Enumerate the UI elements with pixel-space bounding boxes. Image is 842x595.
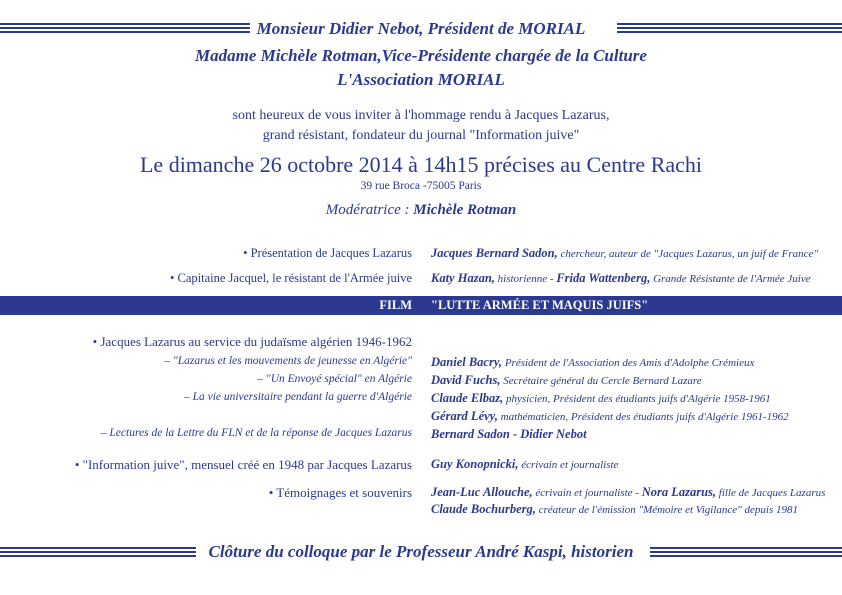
speaker-desc: fille de Jacques Lazarus	[716, 487, 826, 499]
topic-capitaine: • Capitaine Jacquel, le résistant de l'Armée juive	[170, 271, 412, 285]
speaker-name: Jacques Bernard Sadon,	[431, 246, 558, 260]
subtopic-universitaire: – La vie universitaire pendant la guerre d'Algérie	[183, 391, 412, 403]
subtopic-jeunesse: – "Lazarus et les mouvements de jeunesse en Algérie"	[164, 355, 412, 367]
speaker-row-fuchs	[431, 373, 702, 388]
closing-line: Clôture du colloque par le Professeur André Kaspi, historien	[208, 542, 634, 561]
speaker-desc: historienne -	[494, 273, 557, 285]
speaker-row-capitaine	[431, 271, 811, 286]
speaker-desc: écrivain et journaliste	[518, 459, 619, 471]
speaker-desc: Président de l'Association des Amis d'Adolphe Crémieux	[502, 357, 755, 369]
subtopic-lectures: – Lectures de la Lettre du FLN et de la réponse de Jacques Lazarus	[100, 427, 412, 439]
event-address: 39 rue Broca -75005 Paris	[360, 180, 482, 192]
speaker-name: Nora Lazarus,	[641, 485, 717, 499]
organizer-vice-president: Madame Michèle Rotman,Vice-Présidente chargée de la Culture	[195, 46, 647, 65]
speaker-desc: physicien, Président des étudiants juifs d'Algérie 1958-1961	[503, 393, 771, 405]
speaker-row-bacry	[431, 355, 754, 370]
moderator-name: Michèle Rotman	[413, 202, 517, 218]
speaker-name: Katy Hazan,	[431, 271, 495, 285]
speaker-desc: mathématicien, Président des étudiants juifs d'Algérie 1961-1962	[497, 411, 789, 423]
organizer-president: Monsieur Didier Nebot, Président de MORIAL	[256, 19, 586, 38]
invitation-line-2: grand résistant, fondateur du journal "Information juive"	[262, 128, 580, 143]
speaker-desc: chercheur, auteur de "Jacques Lazarus, un juif de France"	[557, 248, 819, 260]
film-title: "LUTTE ARMÉE ET MAQUIS JUIFS"	[431, 298, 649, 312]
organizer-association: L'Association MORIAL	[337, 70, 505, 89]
film-band	[0, 296, 842, 315]
speaker-row-presentation	[431, 246, 818, 261]
speaker-name: Guy Konopnicki,	[431, 457, 519, 471]
moderator	[0, 202, 842, 219]
topic-temoignages: • Témoignages et souvenirs	[268, 485, 412, 500]
speaker-desc: créateur de l'émission "Mémoire et Vigilance" depuis 1981	[535, 504, 798, 516]
speaker-row-levy	[431, 409, 789, 424]
speaker-name: Gérard Lévy,	[431, 409, 498, 423]
speaker-name: Daniel Bacry,	[431, 355, 503, 369]
topic-algerie: • Jacques Lazarus au service du judaïsme algérien 1946-1962	[92, 334, 412, 349]
topic-presentation: • Présentation de Jacques Lazarus	[243, 246, 412, 260]
topic-information-juive: • "Information juive", mensuel créé en 1948 par Jacques Lazarus	[74, 457, 412, 472]
speaker-name: Claude Bochurberg,	[431, 502, 536, 516]
moderator-label: Modératrice :	[325, 202, 414, 218]
subtopic-envoye: – "Un Envoyé spécial" en Algérie	[257, 373, 412, 385]
speaker-name: David Fuchs,	[431, 373, 501, 387]
film-label: FILM	[379, 298, 412, 312]
speaker-row-bochurberg	[431, 502, 798, 517]
speaker-name: Frida Wattenberg,	[556, 271, 651, 285]
speaker-row-allouche	[431, 485, 825, 500]
speaker-name: Bernard Sadon - Didier Nebot	[431, 427, 587, 441]
speaker-desc: Grande Résistante de l'Armée Juive	[650, 273, 811, 285]
speaker-name: Claude Elbaz,	[431, 391, 504, 405]
speaker-row-sadon-nebot	[431, 427, 587, 442]
speaker-desc: Secrétaire général du Cercle Bernard Lazare	[500, 375, 702, 387]
speaker-row-elbaz	[431, 391, 771, 406]
speaker-row-konopnicki	[431, 457, 618, 472]
event-date: Le dimanche 26 octobre 2014 à 14h15 précises au Centre Rachi	[139, 152, 703, 177]
speaker-desc: écrivain et journaliste -	[532, 487, 642, 499]
invitation-line-1: sont heureux de vous inviter à l'hommage rendu à Jacques Lazarus,	[232, 108, 610, 123]
speaker-name: Jean-Luc Allouche,	[431, 485, 533, 499]
